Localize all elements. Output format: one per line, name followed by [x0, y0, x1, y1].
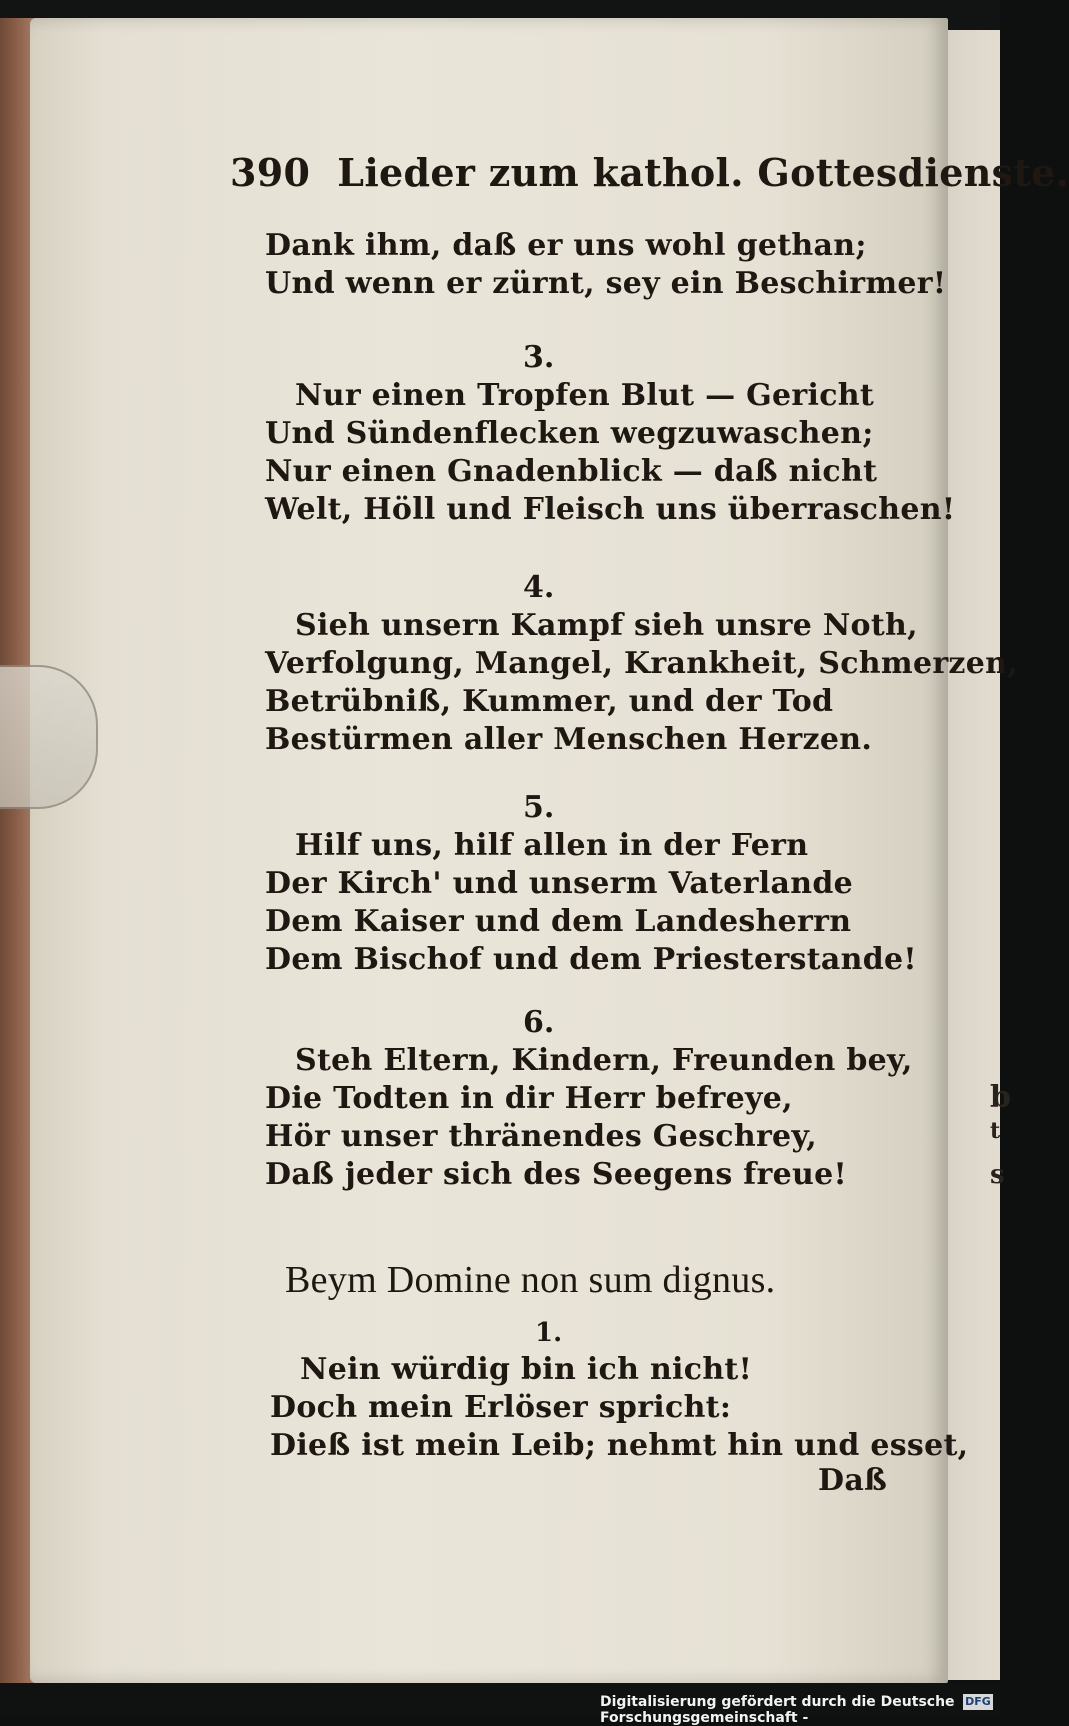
- verse-line: Betrübniß, Kummer, und der Tod: [265, 684, 834, 719]
- section-title: Beym Domine non sum dignus.: [285, 1259, 776, 1301]
- verse-line: Nur einen Tropfen Blut — Gericht: [295, 378, 875, 413]
- page-number: 390: [230, 150, 311, 195]
- verse-line: Steh Eltern, Kindern, Freunden bey,: [295, 1043, 913, 1078]
- digitization-credit: Digitalisierung gefördert durch die Deutsche Forschungsgemeinschaft -: [600, 1694, 955, 1726]
- page-clip: [0, 665, 98, 809]
- verse-line: Dem Bischof und dem Priesterstande!: [265, 942, 917, 977]
- verse-line: Hör unser thränendes Geschrey,: [265, 1119, 818, 1154]
- verse-line: Daß jeder sich des Seegens freue!: [265, 1157, 847, 1192]
- dfg-logo: DFG: [963, 1694, 993, 1710]
- verse-line: Sieh unsern Kampf sieh unsre Noth,: [295, 608, 918, 643]
- stanza-number: 3.: [523, 340, 555, 375]
- stanza-number: 4.: [523, 570, 555, 605]
- verse-line: Verfolgung, Mangel, Krankheit, Schmerzen,: [265, 646, 1019, 681]
- catchword: Daß: [818, 1463, 888, 1498]
- running-header: [230, 150, 1069, 195]
- verse-line: Der Kirch' und unserm Vaterlande: [265, 866, 853, 901]
- stanza-number: 1.: [535, 1318, 563, 1348]
- running-title: Lieder zum kathol. Gottesdienste.: [337, 150, 1069, 195]
- verse-line: Und Sündenflecken wegzuwaschen;: [265, 416, 874, 451]
- verse-line: Doch mein Erlöser spricht:: [270, 1390, 732, 1425]
- verse-line: Dank ihm, daß er uns wohl gethan;: [265, 228, 867, 263]
- facing-page-glyph: t: [990, 1118, 1001, 1144]
- verse-line: Nein würdig bin ich nicht!: [300, 1352, 753, 1387]
- verse-line: Dem Kaiser und dem Landesherrn: [265, 904, 852, 939]
- verse-line: Hilf uns, hilf allen in der Fern: [295, 828, 809, 863]
- verse-line: Welt, Höll und Fleisch uns überraschen!: [265, 492, 956, 527]
- verse-line: Nur einen Gnadenblick — daß nicht: [265, 454, 878, 489]
- stanza-number: 5.: [523, 790, 555, 825]
- facing-page-glyph: b: [990, 1080, 1011, 1115]
- verse-line: Die Todten in dir Herr befreye,: [265, 1081, 793, 1116]
- verse-line: Dieß ist mein Leib; nehmt hin und esset,: [270, 1428, 969, 1463]
- facing-page-glyph: s: [990, 1160, 1005, 1190]
- verse-line: Bestürmen aller Menschen Herzen.: [265, 722, 873, 757]
- stanza-number: 6.: [523, 1005, 555, 1040]
- verse-line: Und wenn er zürnt, sey ein Beschirmer!: [265, 266, 947, 301]
